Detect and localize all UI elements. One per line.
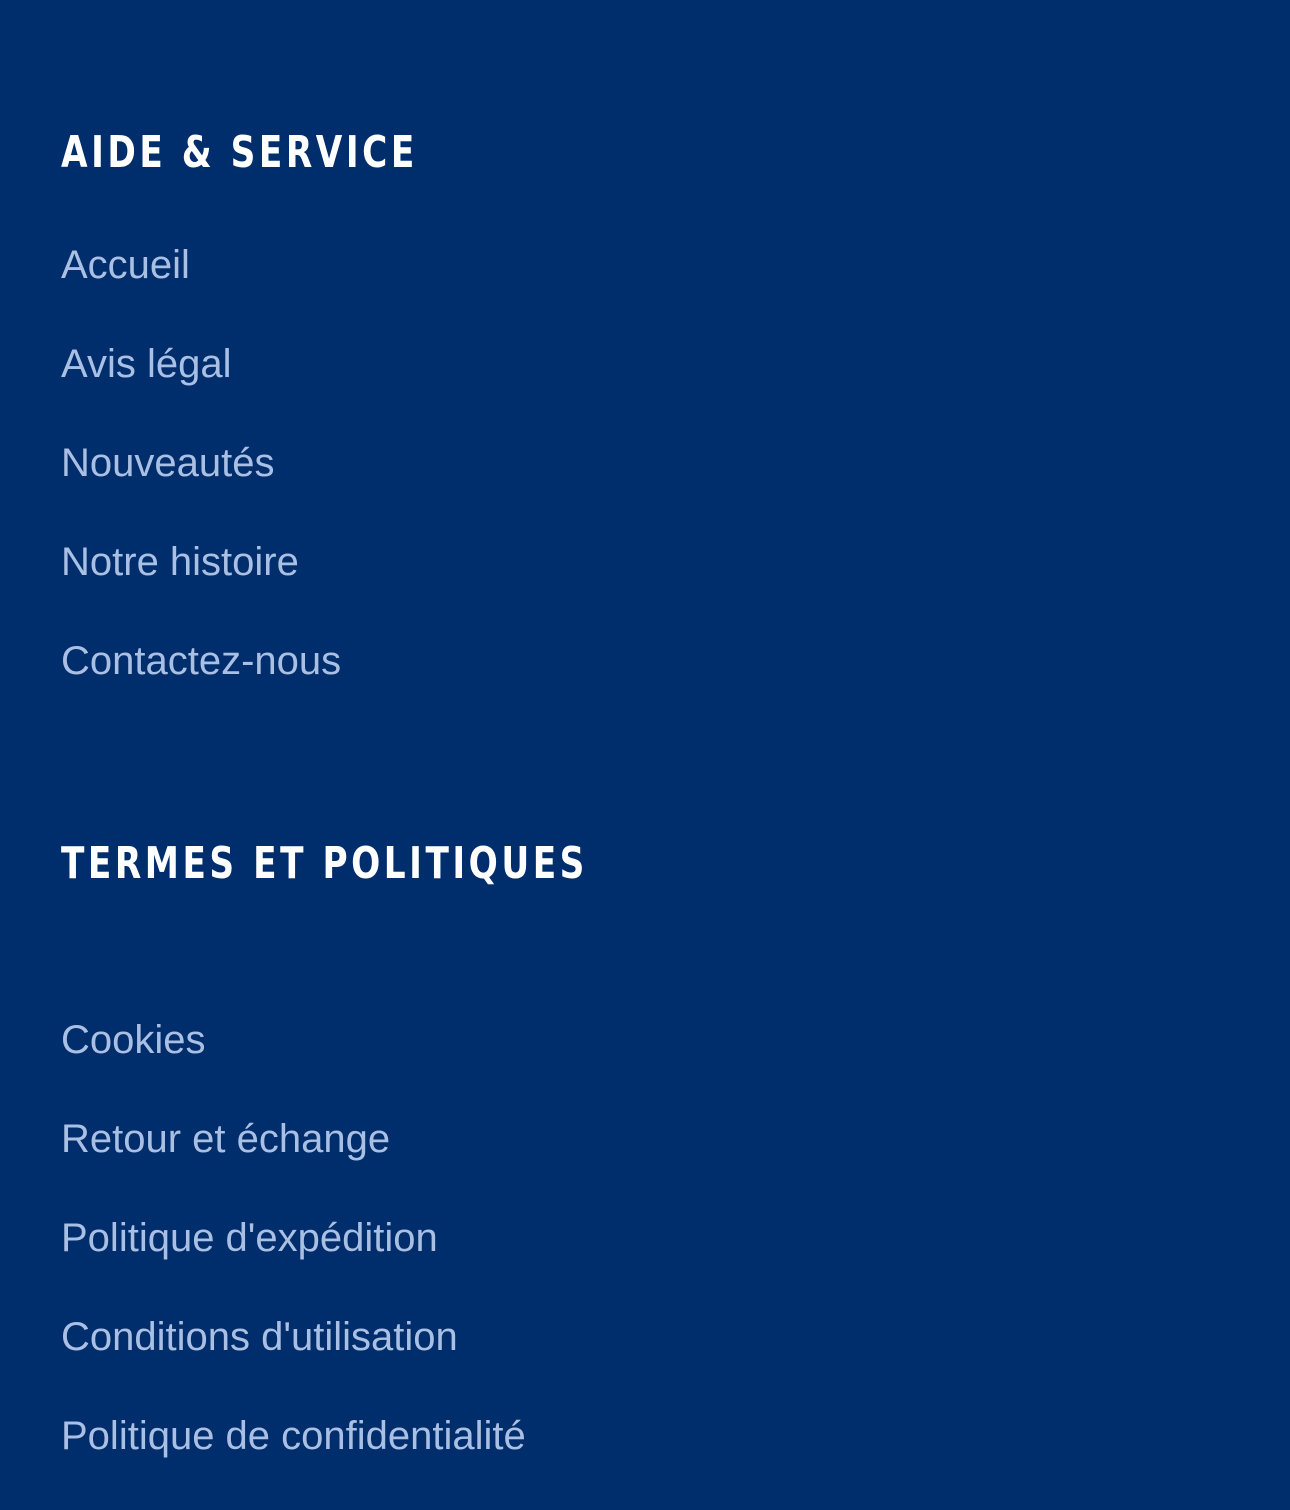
link-accueil[interactable]: Accueil [61,243,190,287]
list-item [61,537,518,636]
link-notre-histoire[interactable]: Notre histoire [61,540,299,584]
termes-politiques-heading: TERMES ET POLITIQUES [61,838,588,889]
link-cookies[interactable]: Cookies [61,1018,206,1062]
termes-politiques-section [61,832,737,1510]
link-contactez-nous[interactable]: Contactez-nous [61,639,342,683]
aide-service-links [61,240,518,735]
link-avis-legal[interactable]: Avis légal [61,342,232,386]
aide-service-heading: AIDE & SERVICE [61,127,418,178]
link-conditions-utilisation[interactable]: Conditions d'utilisation [61,1315,458,1359]
list-item [61,636,518,735]
list-item [61,1312,737,1411]
list-item [61,339,518,438]
list-item [61,1015,737,1114]
aide-service-section [61,121,518,735]
link-politique-expedition[interactable]: Politique d'expédition [61,1216,438,1260]
list-item [61,1114,737,1213]
termes-politiques-links [61,1015,737,1510]
link-politique-confidentialite[interactable]: Politique de confidentialité [61,1414,526,1458]
link-retour-echange[interactable]: Retour et échange [61,1117,391,1161]
list-item [61,240,518,339]
list-item [61,438,518,537]
list-item [61,1411,737,1510]
link-nouveautes[interactable]: Nouveautés [61,441,275,485]
list-item [61,1213,737,1312]
